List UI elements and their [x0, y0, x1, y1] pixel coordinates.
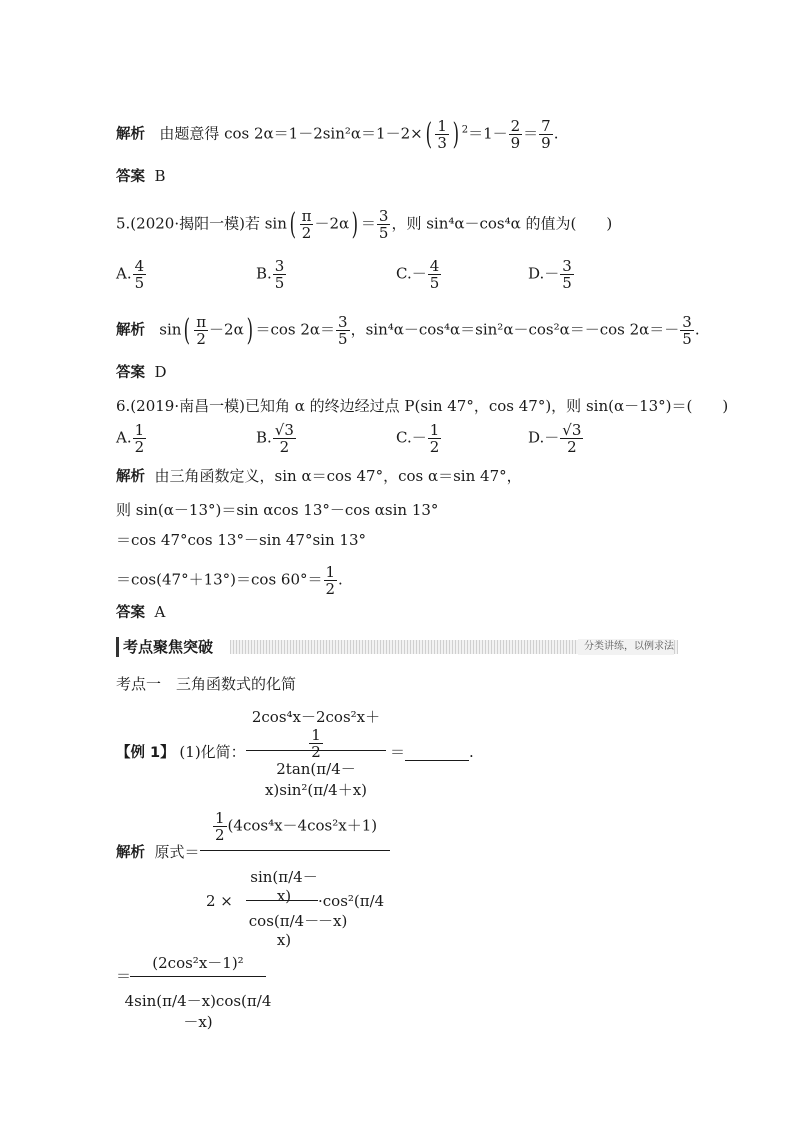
q5-analysis-line: 解析 sin( $\frac{\pi}{2}$ －2α) ＝cos 2α＝ $\frac{3}{5}$ ，sin⁴α－cos⁴α＝sin²α－cos²α＝－cos 2α＝－ $\frac{3}{5}$ .	[116, 312, 700, 348]
option-a[interactable]: A. $\frac{1}{2}$	[116, 421, 145, 456]
solution-step2-eq: ＝	[116, 967, 132, 985]
example-label: 【例 1】	[116, 745, 175, 761]
solution-two-times: 2 ×	[206, 892, 233, 910]
example-numerator: 2cos⁴x－2cos²x＋ $\frac{1}{2}$	[251, 708, 381, 761]
option-d[interactable]: D.－ $\frac{√3}{2}$	[528, 421, 582, 456]
topic-heading: 考点一 三角函数式的化简	[116, 675, 297, 693]
solution-step2-numerator: (2cos²x－1)²	[152, 954, 244, 972]
q5-answer-line	[116, 362, 167, 383]
option-c[interactable]: C.－ $\frac{1}{2}$	[396, 421, 440, 456]
section-header-bar	[116, 637, 678, 657]
q4-answer-line	[116, 166, 166, 187]
q6-analysis-line-3: ＝cos 47°cos 13°－sin 47°sin 13°	[116, 531, 366, 549]
option-b[interactable]: B. $\frac{√3}{2}$	[256, 421, 294, 456]
solution-step2-denominator: 4sin(π/4－x)cos(π/4－x)	[124, 992, 272, 1031]
answer-value: A	[154, 603, 166, 621]
fraction: $\frac{2}{9}$	[510, 117, 521, 152]
analysis-label: 解析	[116, 845, 145, 861]
analysis-label: 解析	[116, 469, 145, 485]
solution-cos2-part: ·cos²(π/4－x)	[318, 892, 385, 930]
q5-stem: 5.(2020·揭阳一模)若 sin( $\frac{\pi}{2}$ －2α) ＝ $\frac{3}{5}$ ，则 sin⁴α－cos⁴α 的值为( )	[116, 206, 613, 242]
fraction: $\frac{7}{9}$	[541, 117, 551, 152]
fraction-line	[130, 976, 266, 977]
option-b[interactable]: B. $\frac{3}{5}$	[256, 257, 285, 292]
q6-analysis-line-1: 解析 由三角函数定义，sin α＝cos 47°，cos α＝sin 47°，	[116, 467, 522, 485]
example-denominator: 2tan(π/4－x)sin²(π/4＋x)	[264, 760, 368, 799]
q6-stem: 6.(2019·南昌一模)已知角 α 的终边经过点 P(sin 47°，cos 47°)，则 sin(α－13°)＝( )	[116, 397, 729, 415]
section-title: 考点聚焦突破	[116, 637, 219, 657]
q6-analysis-line-2: 则 sin(α－13°)＝sin αcos 13°－cos αsin 13°	[116, 501, 439, 519]
section-subtitle: 分类讲练，以例求法	[578, 639, 674, 655]
answer-label: 答案	[116, 605, 145, 621]
q4-analysis-line: 解析 由题意得 cos 2α＝1－2sin²α＝1－2×( $\frac{1}{3}$ ) $^2$＝1－ $\frac{2}{9}$ ＝ $\frac{7}{9}$ .	[116, 116, 559, 152]
solution-cos-part: cos(π/4－x)	[248, 912, 320, 949]
solution-lead: 解析 原式＝	[116, 843, 200, 861]
q4-analysis-text: 由题意得 cos 2α＝1－2sin²α＝1－2×	[159, 124, 423, 143]
analysis-label: 解析	[116, 322, 145, 339]
option-d[interactable]: D.－ $\frac{3}{5}$	[528, 257, 572, 292]
example-label-line: 【例 1】 (1)化简：	[116, 743, 246, 761]
analysis-label: 解析	[116, 126, 145, 143]
answer-value: B	[154, 167, 166, 185]
fraction-line	[246, 750, 386, 751]
answer-label: 答案	[116, 365, 145, 381]
q6-answer-line	[116, 602, 165, 623]
answer-value: D	[154, 363, 167, 381]
option-a[interactable]: A. $\frac{4}{5}$	[116, 257, 145, 292]
solution-sin-part: sin(π/4－x)	[250, 868, 318, 905]
q6-analysis-line-4: ＝cos(47°＋13°)＝cos 60°＝ $\frac{1}{2}$ .	[116, 563, 343, 598]
example-eq: ＝ .	[390, 743, 474, 761]
option-c[interactable]: C.－ $\frac{4}{5}$	[396, 257, 440, 292]
answer-blank[interactable]	[405, 746, 469, 761]
fraction: $\frac{1}{3}$	[437, 117, 447, 152]
fraction-line	[200, 850, 390, 851]
answer-label: 答案	[116, 169, 145, 185]
solution-numerator: $\frac{1}{2}$ (4cos⁴x－4cos²x＋1)	[215, 809, 378, 844]
fraction-line	[246, 900, 318, 901]
